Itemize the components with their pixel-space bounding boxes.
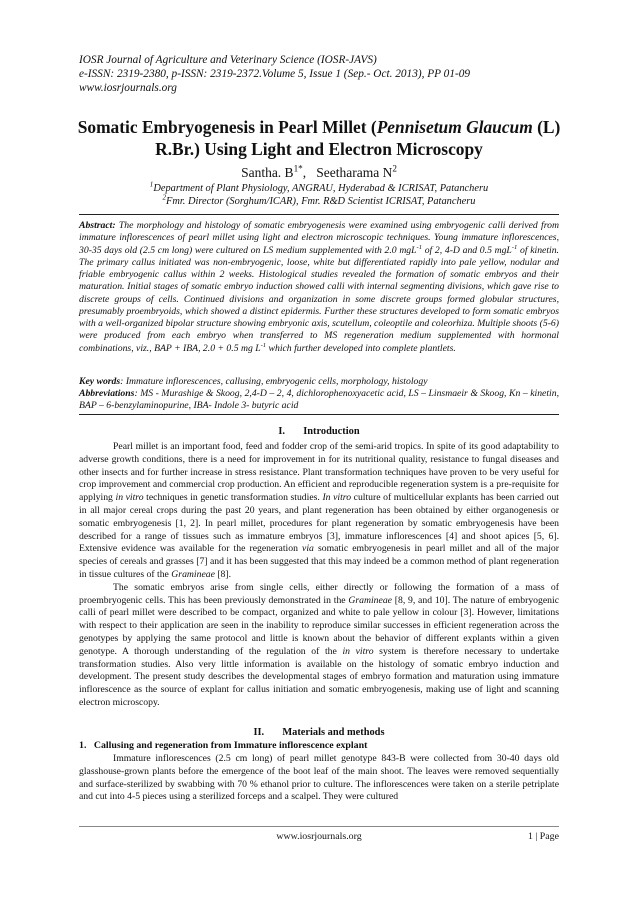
page-number: 1 | Page [527,831,559,842]
keywords-block [79,376,559,413]
affiliation-2: $^2$Fmr. Director (Sorghum/ICAR), Fmr. R&D Scientist ICRISAT, Patancheru [162,193,476,207]
divider-bottom [79,414,559,415]
paper-title: Somatic Embryogenesis in Pearl Millet (Pennisetum Glaucum (L) R.Br.) Using Light and Electron Microscopy [77,117,561,159]
paragraph: The somatic embryos arise from single cells, either directly or following the formation of a mass of proembryogenic cells. This has been previously demonstrated in the Gramineae [8, 9, and 10]. The nature of embryogenic calli of pearl millet were described to be compact, organized and white to pale yellow in colour [3]. However, limitations with respect to their application are seen in the inability to reproduce similar successes in efficient regeneration across the genotypes by applying the same protocol and little is known about the behavior of different explants within a given genotype. A thorough understanding of the regulation of the in vitro system is therefore necessary to undertake transformation studies. Also very little information is available on the histology of somatic embryo induction and development. The present study describes the developmental stages of embryo formation and maturation using immature inflorescence as the source of explant for callus initiation and somatic embryogenesis, making use of light and scanning electron microscopy. [79,581,560,708]
methods-body [79,753,559,804]
paragraph: Pearl millet is an important food, feed and fodder crop of the semi-arid tropics. In spite of its good adaptability to adverse growth conditions, there is a need for improvement in for its nutritional quality, resistance to fungal diseases and other insects and for further increase in stress resistance. Plant transformation techniques have proven to be very useful for crop improvement and commercial crop production. An efficient and reproducible regeneration system is a pre-requisite for applying in vitro techniques in genetic transformation studies. In vitro culture of multicellular explants has been carried out in all major cereal crops during the past 20 years, and plant regeneration has been obtained by either organogenesis or somatic embryogenesis [1, 2]. In pearl millet, procedures for plant regeneration by somatic embryogenesis have been described for a range of tissues such as immature embryos [3], immature inflorescences [4] and shoot apices [5, 6]. Extensive evidence was available for the regeneration via somatic embryogenesis in pearl millet and all of the major species of cereals and grasses [7] and it has been suggested that this may indeed be a common method of plant regeneration in tissue cultures of the Gramineae [8]. [79,441,560,580]
keywords: Key words: Immature inflorescences, callusing, embryogenic cells, morphology, histology [79,376,428,387]
author-1: Santha. B [241,165,294,180]
abbreviations-label: Abbreviations [79,388,135,400]
species-name: Pennisetum Glaucum [376,117,533,137]
author-2: Seetharama N [316,165,393,180]
abstract: Abstract: The morphology and histology of somatic embryogenesis were examined using embryogenic calli derived from immature inflorescences of pearl millet using light and electron microscopic techniques. Young immature inflorescences, 30-35 days old (2.5 cm long) were cultured on LS medium supplemented with 2.0 mgL$^{-1}$ of 2, 4-D and 0.5 mgL$^{-1}$ of kinetin. The primary callus initiated was non-embryogenic, loose, white but differentiated rapidly into pale yellow, nodular and friable embryogenic callus within 2 weeks. Histological studies revealed the formation of somatic embryos and their maturation. Initial stages of somatic embryo induction showed calli with internal segmenting divisions, which gave rise to discrete groups of cells. Continued divisions and organization in some discrete groups formed globular structures, presumably proembryoids, which showed a distinct epidermis. Further these structures developed to form somatic embryos with a well-organized bipolar structure showing embryonic axis, scutellum, coleoptile and coleorhiza. Multiple shoots (5-6) were produced from each embryo when transferred to MS regeneration medium supplemented with hormonal combinations, viz., BAP + IBA, 2.0 + 0.5 mg $L^{-1}$ which further developed into complete plantlets. [79,220,559,354]
affiliations [60,180,578,208]
affiliation-1: $^1$Department of Plant Physiology, ANGRAU, Hyderabad & ICRISAT, Patancheru [149,180,489,194]
divider-top [79,214,559,215]
journal-name: IOSR Journal of Agriculture and Veterinary Science (IOSR-JAVS) [79,54,377,66]
journal-header [79,53,559,96]
footer-site: www.iosrjournals.org [276,831,362,842]
paragraph: Immature inflorescences (2.5 cm long) of pearl millet genotype 843-B were collected from 30-40 days old glasshouse-grown plants before the emergence of the boot leaf of the main shoot. The leaves were removed sequentially and surface-sterilized by swabbing with 70 % ethanol prior to culture. The inflorescences were taken on a sterile petriplate and cut into 4-5 pieces using a sterilized forceps and a scalpel. They were cultured [79,753,559,803]
subsection-heading: 1. Callusing and regeneration from Immature inflorescence explant [79,740,368,751]
introduction-body [79,441,559,710]
author-line: Santha. $B^{1*}$, Seetharama $N^2$ [241,163,397,180]
journal-url: www.iosrjournals.org [79,82,177,95]
section-heading-methods: II. Materials and methods [253,727,385,738]
footer-divider [79,826,559,827]
section-heading-introduction: I. Introduction [278,426,360,437]
abstract-label: Abstract: [79,220,116,231]
keywords-label: Key words [79,376,121,387]
journal-issn: e-ISSN: 2319-2380, p-ISSN: 2319-2372.Volume 5, Issue 1 (Sep.- Oct. 2013), PP 01-09 [79,68,471,81]
abbreviations: Abbreviations: MS - Murashige & Skoog, 2,4-D – 2, 4, dichlorophenoxyacetic acid, LS – Linsmaeir & Skoog, Kn – kinetin, BAP – 6-benzylaminopurine, IBA- Indole 3- butyric acid [79,388,559,412]
